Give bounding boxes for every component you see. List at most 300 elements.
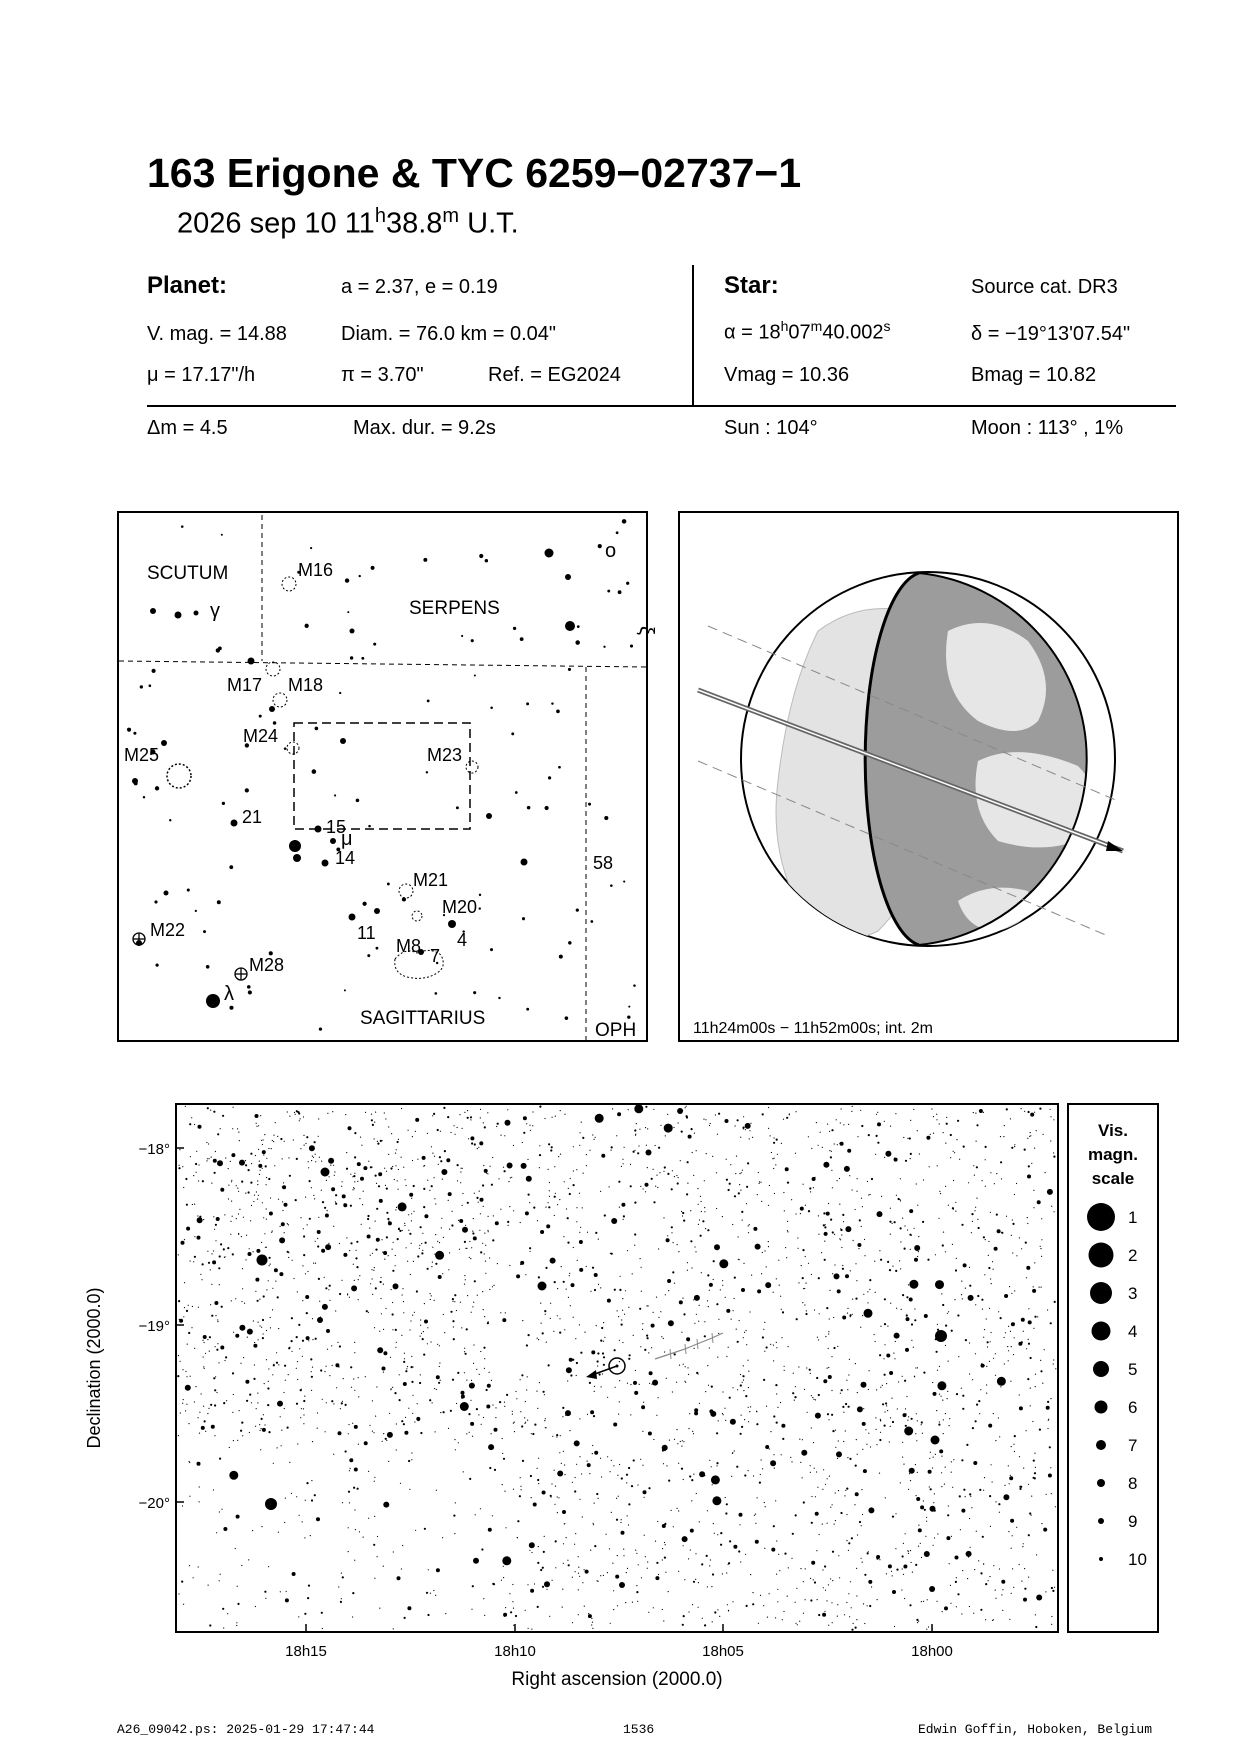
chart-star	[1021, 1581, 1022, 1582]
chart-star	[876, 1429, 877, 1430]
chart-star	[1054, 1301, 1056, 1303]
chart-star	[992, 1261, 993, 1262]
chart-star	[710, 1559, 711, 1560]
chart-star	[614, 1349, 616, 1351]
finder-star	[490, 948, 493, 951]
chart-star	[241, 1236, 242, 1237]
chart-star	[372, 1124, 374, 1126]
chart-star	[939, 1123, 940, 1124]
chart-star	[435, 1203, 436, 1204]
chart-star	[266, 1289, 267, 1290]
chart-star	[263, 1139, 264, 1140]
chart-star	[784, 1366, 785, 1367]
chart-star	[502, 1438, 503, 1439]
chart-star	[633, 1335, 634, 1336]
chart-star	[611, 1460, 612, 1461]
chart-star	[658, 1147, 660, 1149]
chart-star	[377, 1536, 378, 1537]
chart-star	[365, 1376, 366, 1377]
chart-star	[1055, 1368, 1056, 1369]
chart-star	[679, 1300, 683, 1304]
chart-star	[222, 1608, 224, 1610]
planet-parallax: π = 3.70"	[341, 364, 424, 386]
chart-star	[219, 1458, 221, 1460]
finder-star	[247, 985, 251, 989]
chart-star	[386, 1440, 387, 1441]
chart-star	[578, 1589, 579, 1590]
chart-star	[383, 1372, 384, 1373]
chart-star	[647, 1561, 648, 1562]
chart-star	[734, 1450, 735, 1451]
finder-star	[373, 643, 376, 646]
chart-star	[671, 1232, 672, 1233]
chart-star	[885, 1151, 891, 1157]
chart-star	[302, 1521, 303, 1522]
chart-star	[382, 1441, 383, 1442]
chart-star	[569, 1193, 571, 1195]
chart-star	[505, 1527, 506, 1528]
chart-star	[938, 1424, 940, 1426]
chart-star	[902, 1442, 903, 1443]
chart-star	[1019, 1237, 1020, 1238]
chart-star	[840, 1239, 841, 1240]
chart-star	[483, 1206, 484, 1207]
chart-star	[409, 1329, 410, 1330]
chart-star	[387, 1218, 389, 1220]
chart-star	[297, 1361, 298, 1362]
chart-star	[787, 1230, 788, 1231]
chart-star	[667, 1114, 668, 1115]
chart-star	[579, 1456, 580, 1457]
chart-star	[834, 1234, 835, 1235]
chart-star	[767, 1617, 768, 1618]
chart-star	[773, 1525, 775, 1527]
chart-star	[1049, 1446, 1051, 1448]
chart-star	[408, 1460, 410, 1462]
chart-star	[305, 1500, 306, 1501]
chart-star	[374, 1267, 375, 1268]
chart-star	[1011, 1593, 1012, 1594]
star-chart	[80, 1100, 1180, 1700]
chart-star	[774, 1193, 775, 1194]
chart-star	[253, 1378, 255, 1380]
chart-star	[220, 1188, 224, 1192]
chart-star	[947, 1398, 948, 1399]
chart-star	[598, 1284, 599, 1285]
chart-star	[574, 1490, 576, 1492]
chart-star	[686, 1193, 688, 1195]
chart-star	[664, 1166, 666, 1168]
chart-star	[862, 1449, 863, 1450]
finder-star	[545, 549, 554, 558]
chart-star	[261, 1140, 262, 1141]
chart-star	[560, 1110, 561, 1111]
chart-star	[555, 1116, 556, 1117]
chart-star	[596, 1493, 598, 1495]
chart-star	[704, 1475, 705, 1476]
chart-star	[727, 1604, 728, 1605]
chart-star	[350, 1366, 352, 1368]
chart-star	[1035, 1386, 1036, 1387]
chart-star	[951, 1536, 952, 1537]
chart-star	[983, 1490, 984, 1491]
chart-star	[464, 1284, 465, 1285]
chart-star	[422, 1338, 424, 1340]
chart-star	[629, 1354, 631, 1356]
chart-star	[998, 1503, 1000, 1505]
chart-star	[742, 1382, 743, 1383]
chart-star	[806, 1367, 807, 1368]
chart-star	[884, 1157, 885, 1158]
chart-star	[842, 1265, 843, 1266]
chart-star	[451, 1224, 453, 1226]
chart-star	[894, 1158, 898, 1162]
chart-star	[1003, 1136, 1004, 1137]
chart-star	[939, 1366, 940, 1367]
chart-star	[478, 1414, 479, 1415]
chart-star	[542, 1586, 544, 1588]
chart-star	[317, 1230, 321, 1234]
chart-star	[181, 1581, 183, 1583]
chart-star	[603, 1322, 604, 1323]
chart-star	[824, 1565, 826, 1567]
chart-star	[909, 1298, 913, 1302]
chart-star	[705, 1228, 706, 1229]
chart-star	[383, 1329, 384, 1330]
label-4: 4	[457, 930, 468, 950]
chart-star	[303, 1408, 304, 1409]
chart-star	[567, 1217, 569, 1219]
chart-star	[383, 1284, 384, 1285]
chart-star	[797, 1624, 798, 1625]
chart-star	[781, 1309, 782, 1310]
chart-star	[339, 1293, 341, 1295]
chart-star	[266, 1177, 267, 1178]
chart-star	[847, 1457, 848, 1458]
chart-star	[910, 1153, 912, 1155]
chart-star	[706, 1555, 708, 1557]
chart-star	[241, 1181, 243, 1183]
chart-star	[876, 1555, 880, 1559]
legend-value: 8	[1128, 1474, 1138, 1493]
chart-star	[852, 1106, 853, 1107]
chart-star	[690, 1549, 691, 1550]
chart-star	[619, 1361, 620, 1362]
chart-star	[224, 1214, 225, 1215]
chart-star	[205, 1431, 206, 1432]
chart-star	[685, 1107, 686, 1108]
chart-star	[961, 1281, 962, 1282]
chart-star	[517, 1537, 518, 1538]
chart-star	[214, 1404, 216, 1406]
chart-star	[311, 1371, 312, 1372]
chart-star	[249, 1248, 250, 1249]
chart-star	[639, 1308, 641, 1310]
chart-star	[441, 1218, 442, 1219]
label-xi: ξ	[635, 626, 657, 635]
chart-star	[386, 1212, 388, 1214]
chart-star	[392, 1270, 394, 1272]
chart-star	[1030, 1113, 1034, 1117]
chart-star	[308, 1585, 310, 1587]
chart-star	[593, 1523, 594, 1524]
finder-star	[344, 989, 346, 991]
chart-star	[230, 1161, 231, 1162]
chart-star	[840, 1142, 844, 1146]
chart-star	[318, 1118, 319, 1119]
chart-star	[185, 1178, 187, 1180]
chart-star	[288, 1347, 290, 1349]
chart-star	[916, 1619, 918, 1621]
chart-star	[532, 1111, 533, 1112]
chart-star	[309, 1180, 311, 1182]
chart-star	[514, 1422, 515, 1423]
chart-star	[579, 1324, 580, 1325]
chart-star	[578, 1573, 579, 1574]
chart-star	[945, 1325, 947, 1327]
x-tick-label: 18h10	[494, 1643, 536, 1660]
chart-star	[918, 1251, 919, 1252]
chart-star	[544, 1118, 545, 1119]
chart-star	[815, 1512, 819, 1516]
chart-star	[207, 1251, 208, 1252]
chart-star	[677, 1182, 679, 1184]
chart-star	[671, 1226, 673, 1228]
chart-star	[480, 1198, 484, 1202]
chart-star	[683, 1479, 684, 1480]
chart-star	[259, 1174, 260, 1175]
chart-star	[909, 1473, 910, 1474]
chart-star	[1026, 1266, 1030, 1270]
chart-star	[1005, 1332, 1006, 1333]
chart-star	[321, 1612, 323, 1614]
chart-star	[1036, 1595, 1042, 1601]
chart-star	[439, 1362, 440, 1363]
legend-dot	[1089, 1243, 1114, 1268]
chart-star	[473, 1218, 474, 1219]
chart-star	[818, 1277, 820, 1279]
chart-star	[959, 1159, 960, 1160]
chart-star	[453, 1515, 455, 1517]
chart-star	[345, 1450, 347, 1452]
chart-star	[582, 1582, 583, 1583]
chart-star	[461, 1168, 462, 1169]
chart-star	[464, 1348, 465, 1349]
chart-star	[579, 1576, 580, 1577]
chart-star	[936, 1114, 937, 1115]
chart-star	[799, 1621, 800, 1622]
chart-star	[691, 1500, 692, 1501]
chart-star	[879, 1439, 881, 1441]
chart-star	[561, 1266, 562, 1267]
chart-star	[299, 1348, 300, 1349]
chart-star	[213, 1377, 215, 1379]
chart-star	[190, 1156, 191, 1157]
chart-star	[664, 1351, 665, 1352]
chart-star	[537, 1468, 538, 1469]
chart-star	[993, 1269, 994, 1270]
chart-star	[194, 1204, 195, 1205]
chart-star	[487, 1173, 488, 1174]
chart-star	[859, 1219, 861, 1221]
label-11: 11	[357, 923, 376, 943]
chart-star	[617, 1112, 621, 1116]
chart-star	[283, 1392, 284, 1393]
chart-star	[317, 1412, 318, 1413]
chart-star	[504, 1406, 505, 1407]
finder-star	[522, 917, 525, 920]
chart-star	[852, 1314, 853, 1315]
chart-star	[437, 1129, 439, 1131]
chart-star	[701, 1272, 702, 1273]
chart-star	[287, 1111, 288, 1112]
chart-star	[681, 1446, 682, 1447]
chart-star	[427, 1180, 428, 1181]
chart-star	[871, 1178, 873, 1180]
chart-star	[889, 1371, 893, 1375]
chart-star	[374, 1481, 375, 1482]
chart-star	[434, 1388, 435, 1389]
chart-star	[728, 1564, 729, 1565]
chart-star	[976, 1141, 977, 1142]
chart-star	[231, 1300, 232, 1301]
chart-star	[722, 1280, 723, 1281]
chart-star	[550, 1149, 552, 1151]
chart-star	[705, 1119, 706, 1120]
chart-star	[618, 1414, 619, 1415]
chart-star	[848, 1124, 849, 1125]
finder-star	[590, 920, 593, 923]
chart-star	[763, 1379, 765, 1381]
chart-star	[844, 1614, 845, 1615]
chart-star	[549, 1182, 550, 1183]
chart-star	[516, 1398, 517, 1399]
chart-star	[619, 1207, 620, 1208]
chart-star	[896, 1195, 897, 1196]
chart-star	[545, 1207, 546, 1208]
chart-star	[663, 1338, 664, 1339]
finder-star	[577, 625, 580, 628]
chart-star	[182, 1505, 183, 1506]
chart-star	[213, 1250, 214, 1251]
finder-star	[558, 766, 561, 769]
chart-star	[709, 1290, 710, 1291]
chart-star	[503, 1577, 504, 1578]
chart-star	[266, 1330, 267, 1331]
chart-star	[972, 1427, 974, 1429]
chart-star	[385, 1308, 386, 1309]
chart-star	[223, 1527, 227, 1531]
chart-star	[829, 1131, 830, 1132]
chart-star	[901, 1589, 902, 1590]
label-15: 15	[326, 817, 347, 837]
chart-star	[685, 1366, 686, 1367]
chart-star	[1001, 1580, 1005, 1584]
chart-star	[570, 1374, 572, 1376]
chart-star	[917, 1256, 918, 1257]
chart-star	[855, 1209, 856, 1210]
chart-star	[876, 1444, 877, 1445]
chart-star	[600, 1575, 601, 1576]
chart-star	[419, 1382, 421, 1384]
chart-star	[601, 1476, 602, 1477]
chart-star	[906, 1396, 907, 1397]
chart-star	[744, 1419, 745, 1420]
chart-star	[1037, 1200, 1041, 1204]
chart-star	[814, 1309, 815, 1310]
chart-star	[550, 1318, 551, 1319]
chart-star	[328, 1158, 334, 1164]
chart-star	[1036, 1554, 1037, 1555]
chart-star	[178, 1254, 179, 1255]
chart-star	[207, 1107, 209, 1109]
chart-star	[423, 1188, 425, 1190]
finder-star	[312, 769, 317, 774]
chart-star	[318, 1217, 319, 1218]
chart-star	[969, 1373, 970, 1374]
chart-star	[265, 1598, 266, 1599]
chart-star	[678, 1510, 679, 1511]
chart-star	[775, 1384, 777, 1386]
chart-star	[556, 1436, 557, 1437]
chart-star	[513, 1423, 514, 1424]
chart-star	[264, 1233, 265, 1234]
chart-star	[852, 1189, 853, 1190]
chart-star	[823, 1469, 824, 1470]
finder-star	[273, 721, 276, 724]
chart-star	[574, 1544, 575, 1545]
chart-star	[580, 1352, 582, 1354]
chart-star	[722, 1413, 723, 1414]
chart-star	[837, 1458, 838, 1459]
chart-star	[644, 1535, 645, 1536]
chart-star	[874, 1334, 875, 1335]
chart-star	[554, 1196, 556, 1198]
chart-star	[403, 1423, 405, 1425]
chart-star	[843, 1441, 844, 1442]
chart-star	[254, 1195, 255, 1196]
chart-star	[647, 1568, 648, 1569]
chart-star	[264, 1591, 266, 1593]
chart-star	[887, 1410, 888, 1411]
chart-star	[916, 1440, 917, 1441]
chart-star	[430, 1593, 431, 1594]
chart-star	[341, 1402, 343, 1404]
chart-star	[818, 1614, 820, 1616]
chart-star	[989, 1495, 991, 1497]
chart-star	[236, 1185, 237, 1186]
chart-star	[392, 1166, 393, 1167]
chart-star	[392, 1302, 393, 1303]
chart-star	[303, 1235, 305, 1237]
chart-star	[776, 1278, 777, 1279]
chart-star	[388, 1154, 389, 1155]
chart-star	[707, 1586, 708, 1587]
chart-star	[853, 1240, 854, 1241]
chart-star	[950, 1134, 952, 1136]
legend-dot	[1097, 1479, 1105, 1487]
chart-star	[411, 1381, 413, 1383]
chart-star	[791, 1461, 792, 1462]
chart-star	[488, 1216, 489, 1217]
chart-star	[408, 1230, 409, 1231]
chart-star	[232, 1372, 234, 1374]
chart-star	[464, 1241, 466, 1243]
chart-star	[393, 1551, 394, 1552]
chart-star	[277, 1296, 279, 1298]
chart-star	[484, 1368, 485, 1369]
chart-star	[956, 1139, 957, 1140]
